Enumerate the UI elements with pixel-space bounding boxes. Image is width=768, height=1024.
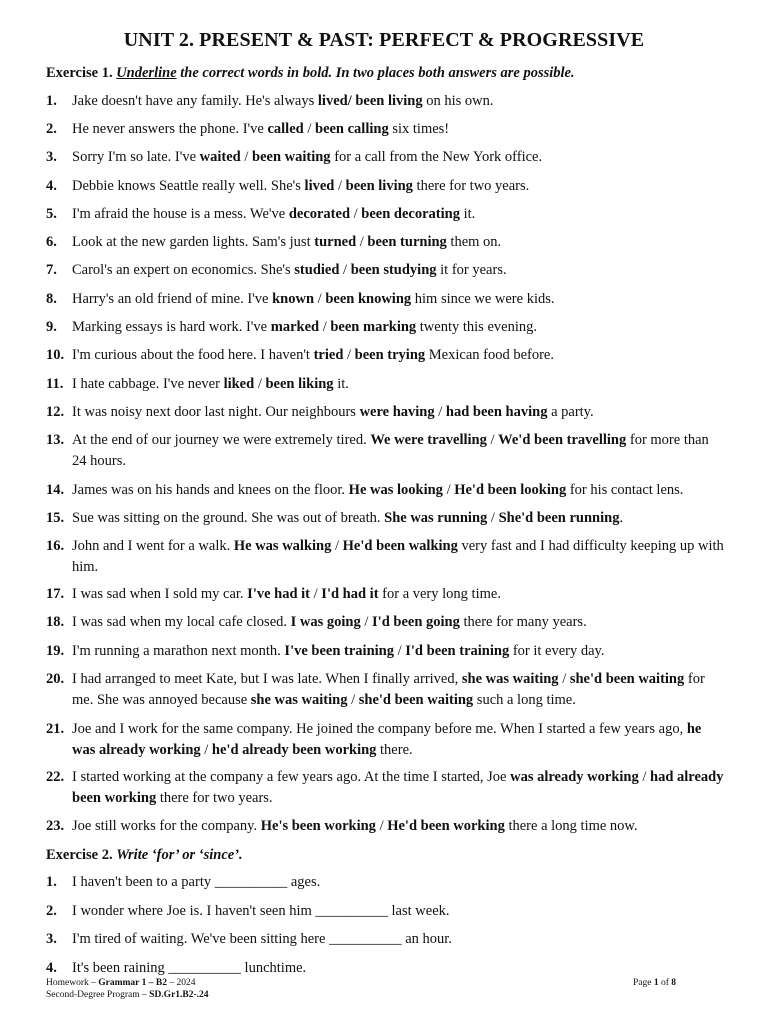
footer-line-1-prefix: Homework – <box>46 978 99 988</box>
item-number: 4. <box>46 178 57 194</box>
sentence-fragment: / <box>360 614 373 630</box>
exercise1-item-9 <box>46 317 726 338</box>
page-current: 1 <box>653 978 659 988</box>
item-text <box>72 345 726 366</box>
answer-option: I was going <box>290 614 361 630</box>
footer-line-2 <box>46 989 209 1001</box>
item-text <box>72 872 726 893</box>
sentence-fragment: I'm afraid the house is a mess. We've <box>72 206 289 222</box>
item-number: 3. <box>46 931 57 947</box>
sentence-fragment: Joe still works for the company. <box>72 818 261 834</box>
sentence-fragment: such a long time. <box>473 692 576 708</box>
item-text <box>72 402 726 423</box>
sentence-fragment: a party. <box>547 404 594 420</box>
item-text <box>72 901 726 922</box>
sentence-fragment: Harry's an old friend of mine. I've <box>72 291 273 307</box>
item-text <box>72 119 726 140</box>
sentence-fragment: I was sad when I sold my car. <box>72 586 248 602</box>
item-text <box>72 430 726 472</box>
item-number: 13. <box>46 432 65 448</box>
item-number: 8. <box>46 291 57 307</box>
sentence-fragment: / <box>638 769 651 785</box>
answer-option: turned <box>314 234 357 250</box>
answer-option: been marking <box>330 319 417 335</box>
sentence-fragment: Debbie knows Seattle really well. She's <box>72 178 305 194</box>
item-text <box>72 91 726 112</box>
footer-code: SD.Gr1.B2-.24 <box>149 990 209 1000</box>
sentence-fragment: He never answers the phone. I've <box>72 121 268 137</box>
item-text <box>72 719 726 761</box>
item-number: 6. <box>46 234 57 250</box>
item-number: 12. <box>46 404 65 420</box>
item-number: 1. <box>46 93 57 109</box>
sentence-fragment: / <box>486 432 499 448</box>
answer-option: he was already working <box>72 721 702 758</box>
item-text <box>72 612 726 633</box>
sentence-fragment: there. <box>376 742 413 758</box>
sentence-fragment: Sorry I'm so late. I've <box>72 149 200 165</box>
sentence-fragment: / <box>240 149 253 165</box>
exercise1-item-8 <box>46 289 726 310</box>
footer-left <box>46 977 209 1001</box>
sentence-fragment: / <box>558 671 570 687</box>
page-number <box>633 977 676 989</box>
sentence-fragment: Jake doesn't have any family. He's always <box>72 93 318 109</box>
sentence-fragment: / <box>331 538 343 554</box>
sentence-fragment: . <box>619 510 624 526</box>
item-text <box>72 816 726 837</box>
sentence-fragment: / <box>319 319 331 335</box>
sentence-fragment: I started working at the company a few years ago. At the time I started, Joe <box>72 769 511 785</box>
sentence-fragment: / <box>343 347 355 363</box>
answer-option: She was running <box>384 510 488 526</box>
answer-option: was already working <box>510 769 639 785</box>
exercise1-item-5 <box>46 204 726 225</box>
sentence-fragment: James was on his hands and knees on the floor. <box>72 482 349 498</box>
item-text <box>72 480 726 501</box>
item-number: 1. <box>46 874 57 890</box>
item-number: 14. <box>46 482 65 498</box>
item-text <box>72 147 726 168</box>
exercise-2-label: Exercise 2. <box>46 847 113 863</box>
answer-option: waited <box>199 149 241 165</box>
answer-option: were having <box>359 404 435 420</box>
item-text <box>72 232 726 253</box>
item-number: 2. <box>46 121 57 137</box>
answer-option: He'd been looking <box>454 482 567 498</box>
sentence-fragment: / <box>314 291 326 307</box>
item-number: 21. <box>46 721 65 737</box>
item-text <box>72 508 726 529</box>
answer-option: tried <box>313 347 344 363</box>
item-text <box>72 536 726 578</box>
item-text <box>72 176 726 197</box>
sentence-fragment: I wonder where Joe is. I haven't seen him __________ last week. <box>72 903 450 919</box>
sentence-fragment: Mexican food before. <box>425 347 554 363</box>
answer-option: she was waiting <box>250 692 348 708</box>
sentence-fragment: / <box>434 404 446 420</box>
answer-option: I've had it <box>247 586 311 602</box>
sentence-fragment: Sue was sitting on the ground. She was out of breath. <box>72 510 385 526</box>
footer-program: Second-Degree Program – <box>46 990 150 1000</box>
answer-option: had been having <box>445 404 548 420</box>
exercise1-item-1 <box>46 91 726 112</box>
exercise1-item-2 <box>46 119 726 140</box>
item-number: 3. <box>46 149 57 165</box>
sentence-fragment: / <box>254 376 266 392</box>
sentence-fragment: / <box>334 178 346 194</box>
answer-option: He'd been walking <box>342 538 458 554</box>
exercise1-item-13 <box>46 430 726 472</box>
sentence-fragment: / <box>487 510 499 526</box>
exercise2-item-2 <box>46 901 726 922</box>
item-text <box>72 641 726 662</box>
answer-option: been waiting <box>252 149 331 165</box>
answer-option: been turning <box>367 234 447 250</box>
sentence-fragment: there for two years. <box>156 790 273 806</box>
sentence-fragment: / <box>375 818 388 834</box>
sentence-fragment: / <box>350 206 362 222</box>
item-text <box>72 929 726 950</box>
answer-option: She'd been running <box>498 510 620 526</box>
item-text <box>72 374 726 395</box>
exercise2-item-4 <box>46 958 726 979</box>
page-title: UNIT 2. PRESENT & PAST: PERFECT & PROGRESSIVE <box>123 29 645 51</box>
exercise-2-heading <box>46 847 243 864</box>
sentence-fragment: At the end of our journey we were extremely tired. <box>72 432 371 448</box>
exercise1-item-14 <box>46 480 726 501</box>
answer-option: called <box>267 121 304 137</box>
sentence-fragment: there for many years. <box>459 614 587 630</box>
exercise1-item-12 <box>46 402 726 423</box>
exercise1-item-23 <box>46 816 726 837</box>
sentence-fragment: for more than 24 hours. <box>72 432 709 469</box>
sentence-fragment: for a very long time. <box>378 586 501 602</box>
exercise-1-heading <box>46 65 575 82</box>
answer-option: lived/ been living <box>317 93 423 109</box>
item-text <box>72 584 726 605</box>
item-text <box>72 289 726 310</box>
item-text <box>72 260 726 281</box>
answer-option: been calling <box>315 121 389 137</box>
sentence-fragment: Marking essays is hard work. I've <box>72 319 271 335</box>
exercise1-item-21 <box>46 719 726 761</box>
exercise1-item-20 <box>46 669 726 711</box>
sentence-fragment: them on. <box>446 234 502 250</box>
sentence-fragment: John and I went for a walk. <box>72 538 234 554</box>
answer-option: marked <box>270 319 320 335</box>
item-number: 19. <box>46 643 65 659</box>
item-number: 5. <box>46 206 57 222</box>
answer-option: studied <box>294 262 340 278</box>
sentence-fragment: for it every day. <box>509 643 605 659</box>
exercise1-item-16 <box>46 536 726 578</box>
exercise1-item-10 <box>46 345 726 366</box>
sentence-fragment: for a call from the New York office. <box>330 149 543 165</box>
answer-option: been living <box>345 178 413 194</box>
exercise1-item-19 <box>46 641 726 662</box>
sentence-fragment: I'm tired of waiting. We've been sitting here __________ an hour. <box>72 931 452 947</box>
exercise-1-label: Exercise 1. <box>46 65 113 81</box>
sentence-fragment: It was noisy next door last night. Our neighbours <box>72 404 360 420</box>
page-total: 8 <box>671 978 677 988</box>
item-number: 7. <box>46 262 57 278</box>
sentence-fragment: for me. She was annoyed because <box>72 671 705 708</box>
page-number-prefix: Page <box>633 978 654 988</box>
sentence-fragment: it for years. <box>436 262 507 278</box>
footer-course: Grammar 1 – B2 <box>98 978 167 988</box>
sentence-fragment: / <box>303 121 315 137</box>
answer-option: had already been working <box>72 769 724 806</box>
exercise-1-instruction: the correct words in bold. In two places both answers are possible. <box>176 65 575 81</box>
sentence-fragment: on his own. <box>422 93 494 109</box>
answer-option: I'd been training <box>405 643 510 659</box>
sentence-fragment: there a long time now. <box>504 818 638 834</box>
sentence-fragment: it. <box>333 376 349 392</box>
answer-option: liked <box>223 376 255 392</box>
item-number: 17. <box>46 586 65 602</box>
sentence-fragment: I'm running a marathon next month. <box>72 643 285 659</box>
exercise1-item-7 <box>46 260 726 281</box>
item-number: 10. <box>46 347 65 363</box>
item-number: 22. <box>46 769 65 785</box>
item-number: 9. <box>46 319 57 335</box>
sentence-fragment: I haven't been to a party __________ ages. <box>72 874 321 890</box>
answer-option: decorated <box>288 206 351 222</box>
exercise-2-instruction: Write ‘for’ or ‘since’. <box>116 847 243 863</box>
answer-option: been decorating <box>361 206 460 222</box>
sentence-fragment: / <box>200 742 212 758</box>
answer-option: He was walking <box>233 538 332 554</box>
answer-option: she was waiting <box>461 671 559 687</box>
exercise1-item-11 <box>46 374 726 395</box>
item-number: 20. <box>46 671 65 687</box>
sentence-fragment: I was sad when my local cafe closed. <box>72 614 291 630</box>
exercise-1-underline-word: Underline <box>116 65 177 81</box>
sentence-fragment: I hate cabbage. I've never <box>72 376 224 392</box>
answer-option: been trying <box>354 347 426 363</box>
answer-option: I'd had it <box>321 586 379 602</box>
answer-option: lived <box>304 178 335 194</box>
page-of: of <box>658 978 672 988</box>
answer-option: been studying <box>350 262 437 278</box>
footer-line-1 <box>46 977 209 989</box>
sentence-fragment: / <box>339 262 351 278</box>
sentence-fragment: I had arranged to meet Kate, but I was late. When I finally arrived, <box>72 671 462 687</box>
answer-option: We were travelling <box>370 432 487 448</box>
answer-option: He'd been working <box>387 818 505 834</box>
answer-option: been knowing <box>325 291 412 307</box>
answer-option: he'd already been working <box>211 742 377 758</box>
answer-option: she'd been waiting <box>358 692 474 708</box>
answer-option: been liking <box>265 376 334 392</box>
sentence-fragment: for his contact lens. <box>566 482 684 498</box>
item-number: 11. <box>46 376 64 392</box>
sentence-fragment: it. <box>459 206 476 222</box>
item-number: 23. <box>46 818 65 834</box>
sentence-fragment: him since we were kids. <box>411 291 555 307</box>
answer-option: known <box>272 291 315 307</box>
sentence-fragment: Look at the new garden lights. Sam's just <box>72 234 315 250</box>
item-number: 15. <box>46 510 65 526</box>
exercise1-item-15 <box>46 508 726 529</box>
sentence-fragment: It's been raining __________ lunchtime. <box>72 960 307 976</box>
answer-option: she'd been waiting <box>569 671 685 687</box>
sentence-fragment: / <box>442 482 455 498</box>
exercise1-item-22 <box>46 767 726 809</box>
sentence-fragment: I'm curious about the food here. I haven't <box>72 347 314 363</box>
sentence-fragment: Joe and I work for the same company. He joined the company before me. When I started a few years ago, <box>72 721 687 737</box>
item-number: 2. <box>46 903 57 919</box>
exercise1-item-18 <box>46 612 726 633</box>
sentence-fragment: twenty this evening. <box>416 319 537 335</box>
exercise1-item-17 <box>46 584 726 605</box>
item-number: 16. <box>46 538 65 554</box>
sentence-fragment: six times! <box>388 121 450 137</box>
answer-option: He's been working <box>260 818 376 834</box>
item-text <box>72 767 726 809</box>
footer-year: – 2024 <box>166 978 196 988</box>
sentence-fragment: / <box>356 234 368 250</box>
item-number: 18. <box>46 614 65 630</box>
exercise2-item-1 <box>46 872 726 893</box>
item-number: 4. <box>46 960 57 976</box>
exercise1-item-6 <box>46 232 726 253</box>
item-text <box>72 204 726 225</box>
item-text <box>72 958 726 979</box>
exercise1-item-3 <box>46 147 726 168</box>
sentence-fragment: very fast and I had difficulty keeping up with him. <box>72 538 724 575</box>
answer-option: I've been training <box>284 643 394 659</box>
sentence-fragment: Carol's an expert on economics. She's <box>72 262 295 278</box>
sentence-fragment: / <box>393 643 406 659</box>
sentence-fragment: there for two years. <box>412 178 530 194</box>
answer-option: We'd been travelling <box>498 432 627 448</box>
sentence-fragment: / <box>347 692 359 708</box>
sentence-fragment: / <box>310 586 322 602</box>
item-text <box>72 317 726 338</box>
item-text <box>72 669 726 711</box>
exercise1-item-4 <box>46 176 726 197</box>
answer-option: He was looking <box>348 482 443 498</box>
exercise2-item-3 <box>46 929 726 950</box>
answer-option: I'd been going <box>372 614 460 630</box>
